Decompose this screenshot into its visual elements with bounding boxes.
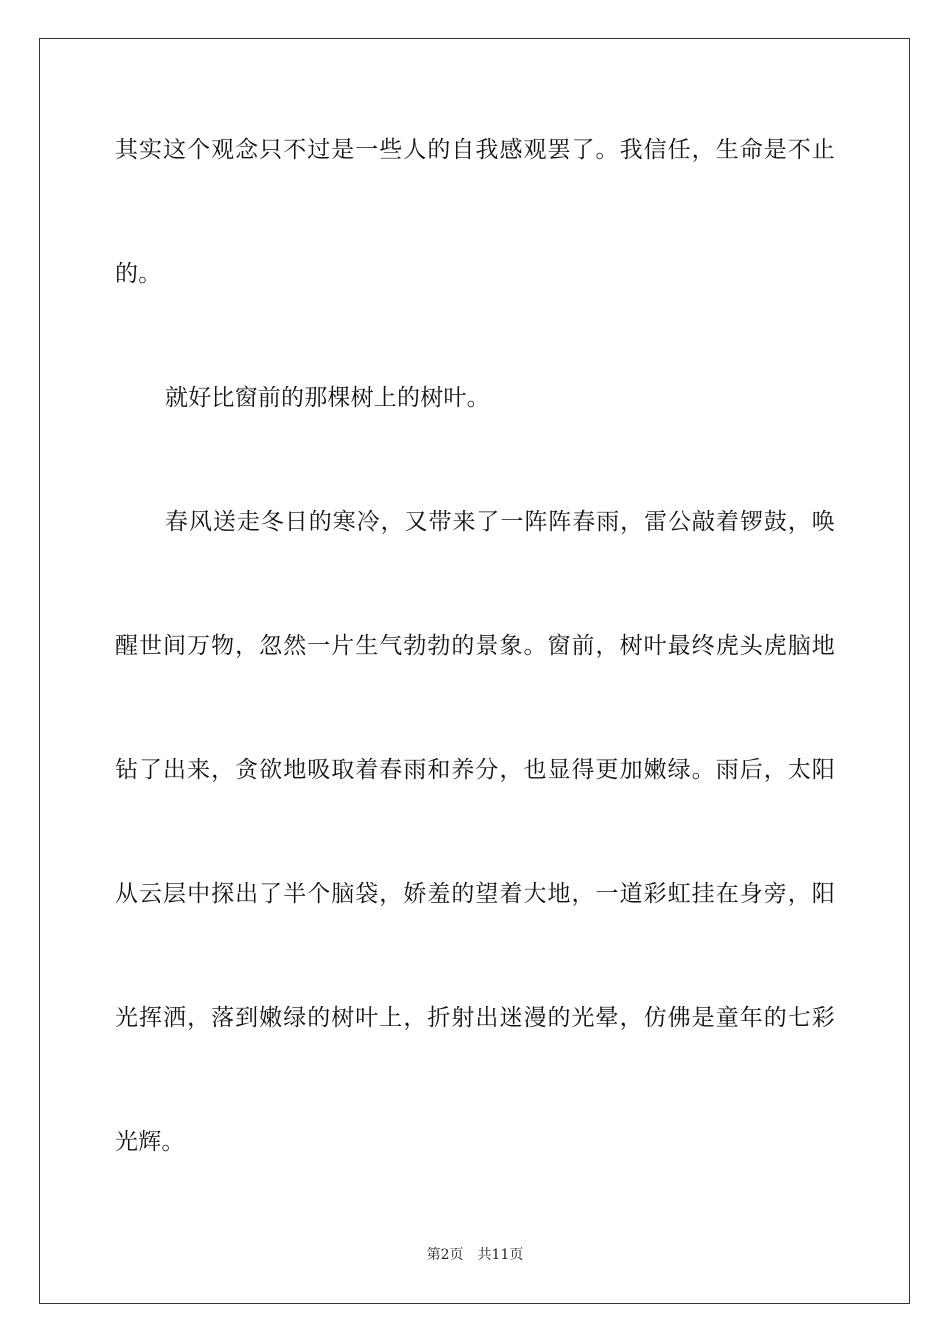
page-number: 第2页: [426, 1247, 464, 1263]
page-footer: [0, 1245, 950, 1265]
text-line-5: 醒世间万物，忽然一片生气勃勃的景象。窗前，树叶最终虎头虎脑地: [115, 633, 835, 659]
text-line-2: 的。: [115, 261, 162, 287]
text-line-8: 光挥洒，落到嫩绿的树叶上，折射出迷漫的光晕，仿佛是童年的七彩: [115, 1005, 835, 1031]
text-line-4: 春风送走冬日的寒冷，又带来了一阵阵春雨，雷公敲着锣鼓，唤: [165, 509, 835, 535]
text-line-7: 从云层中探出了半个脑袋，娇羞的望着大地，一道彩虹挂在身旁，阳: [115, 881, 835, 907]
text-line-6: 钻了出来，贪欲地吸取着春雨和养分，也显得更加嫩绿。雨后，太阳: [115, 757, 835, 783]
page-total: 共11页: [477, 1247, 524, 1263]
text-line-3: 就好比窗前的那棵树上的树叶。: [165, 385, 490, 411]
text-line-9: 光辉。: [115, 1129, 185, 1155]
page-frame: [39, 38, 910, 1304]
text-line-1: 其实这个观念只不过是一些人的自我感观罢了。我信任，生命是不止: [115, 137, 835, 163]
